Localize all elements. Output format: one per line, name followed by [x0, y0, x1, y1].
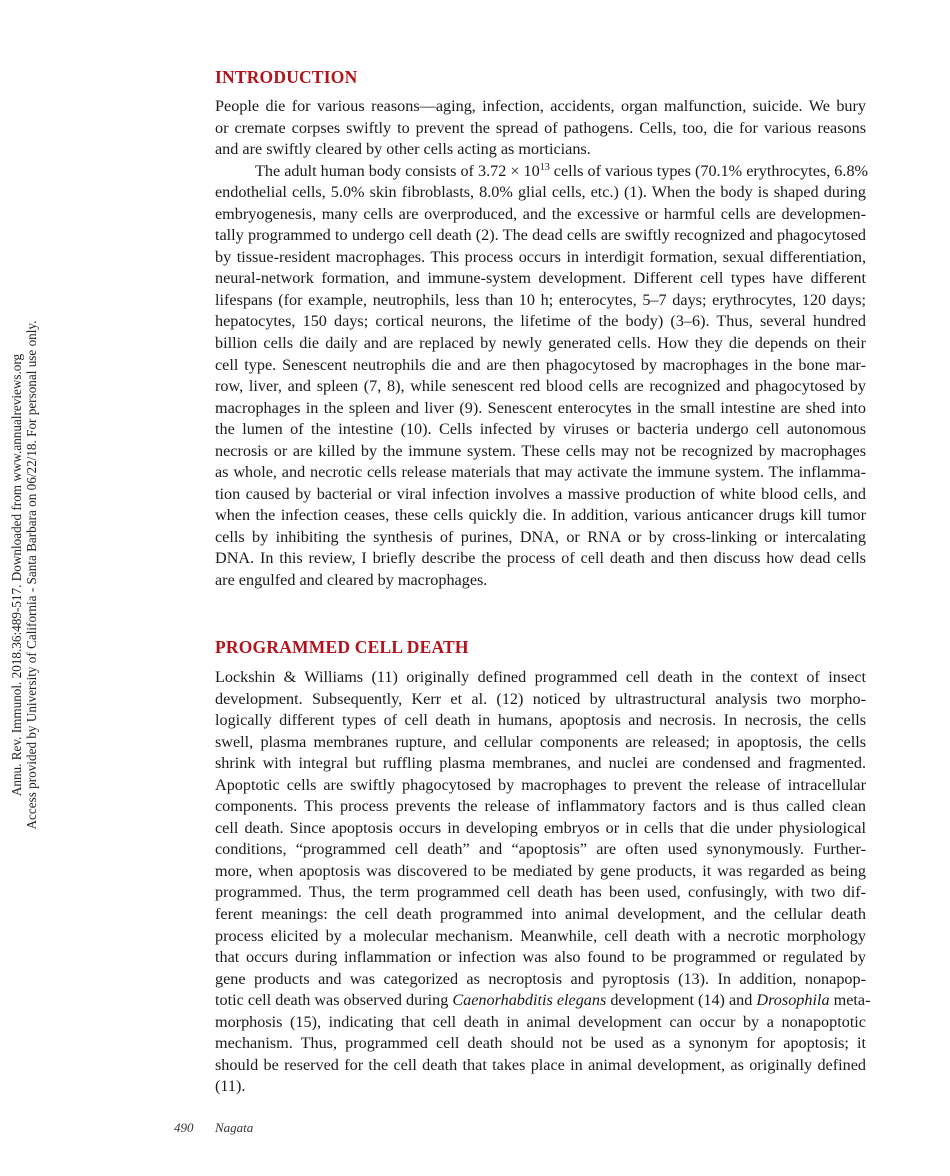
text-line: People die for various reasons—aging, infection, accidents, organ malfunction, suicide. We bury	[215, 97, 866, 115]
programmed-cell-death-body	[215, 667, 871, 1098]
superscript: 13	[539, 161, 550, 173]
introduction-body	[215, 96, 869, 592]
text-line: embryogenesis, many cells are overproduced, and the excessive or harmful cells are developmen-	[215, 204, 866, 223]
text-line: Lockshin & Williams (11) originally defined programmed cell death in the context of insect	[215, 668, 866, 686]
text-line: conditions, “programmed cell death” and “apoptosis” are often used synonymously. Further-	[215, 840, 866, 859]
text-line: billion cells die daily and are replaced by newly generated cells. How they die depends on their	[215, 334, 866, 353]
text-line: are engulfed and cleared by macrophages.	[215, 571, 488, 590]
text-segment: meta-	[829, 991, 871, 1010]
text-line: ferent meanings: the cell death programmed into animal development, and the cellular death	[215, 905, 866, 924]
text-line: more, when apoptosis was discovered to be mediated by gene products, it was regarded as being	[215, 861, 866, 880]
text-segment: totic cell death was observed during	[215, 991, 453, 1010]
text-segment: The adult human body consists of 3.72 × 10	[255, 161, 540, 180]
text-line: should be reserved for the cell death that takes place in animal development, as originally defined	[215, 1055, 866, 1074]
text-line: (11).	[215, 1077, 246, 1096]
text-line: cells by inhibiting the synthesis of purines, DNA, or RNA or by cross-linking or intercalating	[215, 527, 866, 546]
text-line: shrink with integral but ruffling plasma membranes, and nuclei are condensed and fragmented.	[215, 754, 866, 773]
text-line	[215, 161, 869, 183]
paragraph	[215, 161, 869, 592]
text-line	[215, 990, 871, 1012]
text-line: that occurs during inflammation or infection was also found to be programmed or regulated by	[215, 948, 866, 967]
text-line: by tissue-resident macrophages. This process occurs in interdigit formation, sexual differentiation,	[215, 247, 866, 266]
italic-term: Caenorhabditis elegans	[452, 991, 607, 1010]
text-line: row, liver, and spleen (7, 8), while senescent red blood cells are recognized and phagocytosed by	[215, 377, 866, 396]
text-line: tally programmed to undergo cell death (2). The dead cells are swiftly recognized and phagocytosed	[215, 226, 866, 245]
text-line: DNA. In this review, I briefly describe the process of cell death and then discuss how dead cells	[215, 549, 866, 568]
section-heading-programmed-cell-death: PROGRAMMED CELL DEATH	[215, 637, 469, 657]
text-line: cell death. Since apoptosis occurs in developing embryos or in cells that die under physiological	[215, 818, 866, 837]
italic-term: Drosophila	[756, 991, 830, 1010]
running-author: Nagata	[215, 1120, 254, 1135]
download-notice-line-1: Annu. Rev. Immunol. 2018.36:489-517. Downloaded from www.annualreviews.org	[9, 353, 24, 797]
text-line: tion caused by bacterial or viral infection involves a massive production of white blood cells, and	[215, 484, 866, 503]
page-number: 490	[174, 1120, 194, 1135]
download-notice-line-2: Access provided by University of California - Santa Barbara on 06/22/18. For personal use only.	[24, 320, 39, 830]
text-line: lifespans (for example, neutrophils, less than 10 h; enterocytes, 5–7 days; erythrocytes, 120 days;	[215, 290, 866, 309]
text-line: development. Subsequently, Kerr et al. (12) noticed by ultrastructural analysis two morpho-	[215, 689, 866, 708]
text-segment: development (14) and	[606, 991, 757, 1010]
text-line: gene products and was categorized as necroptosis and pyroptosis (13). In addition, nonapop-	[215, 969, 866, 988]
text-line: or cremate corpses swiftly to prevent the spread of pathogens. Cells, too, die for various reasons	[215, 118, 866, 137]
text-line: neural-network formation, and immune-system development. Different cell types have different	[215, 269, 866, 288]
paragraph	[215, 96, 866, 161]
text-line: cell type. Senescent neutrophils die and are then phagocytosed by macrophages in the bone mar-	[215, 355, 866, 374]
text-line: when the infection ceases, these cells quickly die. In addition, various anticancer drugs kill tumor	[215, 506, 866, 525]
text-segment: cells of various types (70.1% erythrocytes, 6.8%	[549, 161, 869, 180]
text-line: macrophages in the spleen and liver (9). Senescent enterocytes in the small intestine are shed into	[215, 398, 866, 417]
text-line: hepatocytes, 150 days; cortical neurons, the lifetime of the body) (3–6). Thus, several hundred	[215, 312, 866, 331]
text-line: endothelial cells, 5.0% skin fibroblasts, 8.0% glial cells, etc.) (1). When the body is shaped during	[215, 183, 866, 202]
text-line: components. This process prevents the release of inflammatory factors and is thus called clean	[215, 797, 866, 816]
text-line: the lumen of the intestine (10). Cells infected by viruses or bacteria undergo cell autonomous	[215, 420, 866, 439]
section-heading-introduction: INTRODUCTION	[215, 67, 358, 87]
text-line: Apoptotic cells are swiftly phagocytosed by macrophages to prevent the release of intracellular	[215, 775, 866, 794]
text-line: and are swiftly cleared by other cells acting as morticians.	[215, 140, 591, 159]
text-line: swell, plasma membranes rupture, and cellular components are released; in apoptosis, the cells	[215, 732, 866, 751]
download-notice	[9, 265, 39, 885]
text-line: necrosis or are killed by the immune system. These cells may not be recognized by macrophages	[215, 441, 866, 460]
text-line: as whole, and necrotic cells release materials that may activate the immune system. The inflamma-	[215, 463, 866, 482]
text-line: mechanism. Thus, programmed cell death should not be used as a synonym for apoptosis; it	[215, 1034, 866, 1053]
text-line: process elicited by a molecular mechanism. Meanwhile, cell death with a necrotic morphology	[215, 926, 866, 945]
text-line: programmed. Thus, the term programmed cell death has been used, confusingly, with two dif-	[215, 883, 866, 902]
text-line: morphosis (15), indicating that cell death in animal development can occur by a nonapoptotic	[215, 1012, 866, 1031]
paragraph	[215, 667, 871, 1098]
text-line: logically different types of cell death in humans, apoptosis and necrosis. In necrosis, the cells	[215, 711, 866, 730]
